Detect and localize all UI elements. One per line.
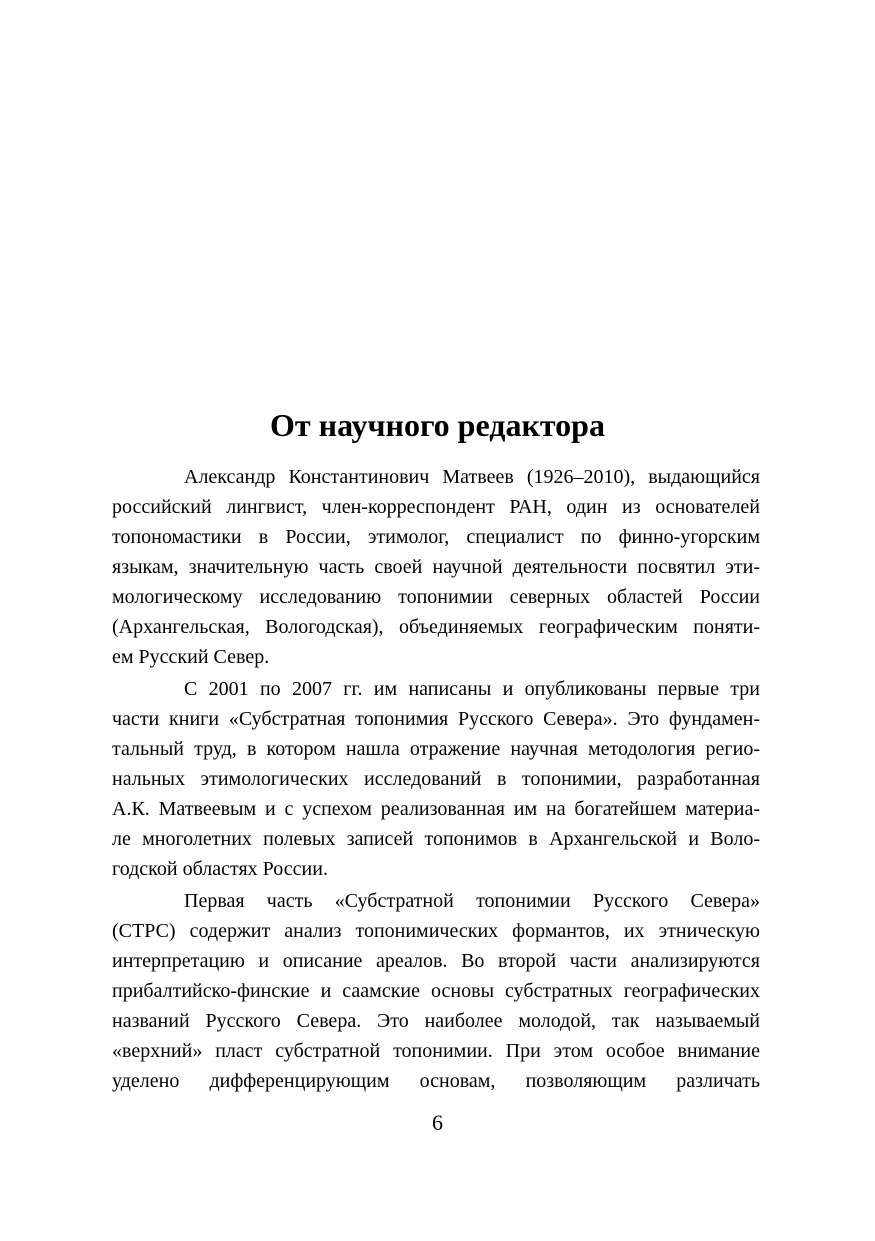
body-text <box>112 462 760 1096</box>
text-line: интерпретацию и описание ареалов. Во второй части анализируются <box>112 950 760 972</box>
text-line: ле многолетних полевых записей топонимов в Архангельской и Воло- <box>112 828 760 850</box>
text-line: годской областях России. <box>112 858 328 880</box>
text-line: «верхний» пласт субстратной топонимии. При этом особое внимание <box>112 1040 760 1062</box>
text-line: названий Русского Севера. Это наиболее молодой, так называемый <box>112 1010 760 1032</box>
text-line: тальный труд, в котором нашла отражение научная методология регио- <box>112 738 760 760</box>
text-line: российский лингвист, член-корреспондент РАН, один из основателей <box>112 496 760 518</box>
text-line: С 2001 по 2007 гг. им написаны и опубликованы первые три <box>184 678 760 700</box>
paragraph <box>112 886 760 1096</box>
text-line: топономастики в России, этимолог, специалист по финно-угорским <box>112 526 760 548</box>
text-line: А.К. Матвеевым и с успехом реализованная им на богатейшем материа- <box>112 798 760 820</box>
text-line: (Архангельская, Вологодская), объединяемых географическим поняти- <box>112 616 760 638</box>
text-line: мологическому исследованию топонимии северных областей России <box>112 586 760 608</box>
text-line: языкам, значительную часть своей научной деятельности посвятил эти- <box>112 556 760 578</box>
paragraph <box>112 462 760 672</box>
text-line: Первая часть «Субстратной топонимии Русского Севера» <box>184 890 760 912</box>
text-line: ем Русский Север. <box>112 646 270 668</box>
page-title: От научного редактора <box>270 407 605 443</box>
text-line: прибалтийско-финские и саамские основы субстратных географических <box>112 980 760 1002</box>
text-line: нальных этимологических исследований в топонимии, разработанная <box>112 768 760 790</box>
paragraph <box>112 674 760 884</box>
text-line: уделено дифференцирующим основам, позволяющим различать <box>112 1070 760 1092</box>
text-line: Александр Константинович Матвеев (1926–2010), выдающийся <box>184 466 760 488</box>
text-line: части книги «Субстратная топонимия Русского Севера». Это фундамен- <box>112 708 760 730</box>
page-number: 6 <box>432 1110 443 1135</box>
text-line: (СТРС) содержит анализ топонимических формантов, их этническую <box>112 920 760 942</box>
